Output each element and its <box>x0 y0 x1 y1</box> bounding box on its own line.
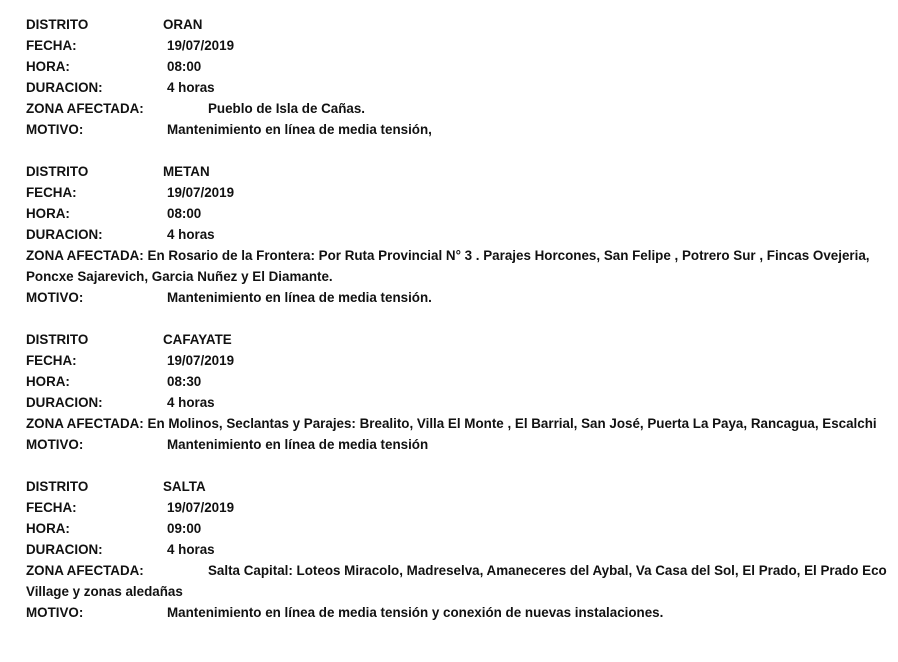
motivo-value: Mantenimiento en línea de media tensión, <box>167 122 432 137</box>
motivo-row <box>26 602 888 623</box>
motivo-row <box>26 119 888 140</box>
fecha-row <box>26 497 888 518</box>
fecha-value: 19/07/2019 <box>167 353 235 368</box>
fecha-label: FECHA: <box>26 500 77 515</box>
duracion-value: 4 horas <box>167 227 215 242</box>
fecha-label: FECHA: <box>26 38 77 53</box>
duracion-row <box>26 77 888 98</box>
fecha-row <box>26 182 888 203</box>
fecha-value: 19/07/2019 <box>167 38 235 53</box>
district-block-oran <box>26 14 888 140</box>
motivo-row <box>26 434 888 455</box>
zona-row <box>26 245 888 287</box>
zona-label: ZONA AFECTADA: <box>26 563 144 578</box>
distrito-row <box>26 161 888 182</box>
duracion-row <box>26 224 888 245</box>
zona-value: Salta Capital: Loteos Miracolo, Madreselva, Amaneceres del Aybal, Va Casa del Sol, El Prado, El Prado Eco Village y zonas aledañas <box>26 563 887 599</box>
hora-label: HORA: <box>26 206 70 221</box>
fecha-row <box>26 35 888 56</box>
duracion-row <box>26 539 888 560</box>
zona-row <box>26 98 888 119</box>
zona-label: ZONA AFECTADA: <box>26 101 144 116</box>
zona-label: ZONA AFECTADA: <box>26 248 144 263</box>
duracion-row <box>26 392 888 413</box>
zona-value: Pueblo de Isla de Cañas. <box>208 101 366 116</box>
motivo-value: Mantenimiento en línea de media tensión <box>167 437 429 452</box>
fecha-label: FECHA: <box>26 353 77 368</box>
zona-value: En Rosario de la Frontera: Por Ruta Provincial N° 3 . Parajes Horcones, San Felipe , Potrero Sur , Fincas Ovejeria, Poncxe Sajarevich, Garcia Nuñez y El Diamante. <box>26 248 870 284</box>
distrito-row <box>26 476 888 497</box>
distrito-value: CAFAYATE <box>163 332 232 347</box>
fecha-value: 19/07/2019 <box>167 500 235 515</box>
hora-value: 08:00 <box>167 206 202 221</box>
duracion-label: DURACION: <box>26 80 103 95</box>
duracion-label: DURACION: <box>26 227 103 242</box>
distrito-row <box>26 329 888 350</box>
fecha-row <box>26 350 888 371</box>
duracion-value: 4 horas <box>167 395 215 410</box>
outage-notice-document <box>26 14 888 644</box>
hora-value: 08:00 <box>167 59 202 74</box>
distrito-label: DISTRITO <box>26 164 89 179</box>
hora-row <box>26 56 888 77</box>
duracion-label: DURACION: <box>26 395 103 410</box>
motivo-label: MOTIVO: <box>26 437 84 452</box>
zona-value: En Molinos, Seclantas y Parajes: Brealito, Villa El Monte , El Barrial, San José, Puerta La Paya, Rancagua, Escalchi <box>147 416 877 431</box>
hora-row <box>26 371 888 392</box>
motivo-label: MOTIVO: <box>26 122 84 137</box>
hora-label: HORA: <box>26 521 70 536</box>
hora-label: HORA: <box>26 374 70 389</box>
distrito-label: DISTRITO <box>26 332 89 347</box>
district-block-salta <box>26 476 888 623</box>
fecha-value: 19/07/2019 <box>167 185 235 200</box>
district-block-metan <box>26 161 888 308</box>
distrito-row <box>26 14 888 35</box>
distrito-value: SALTA <box>163 479 206 494</box>
duracion-label: DURACION: <box>26 542 103 557</box>
zona-row <box>26 413 888 434</box>
motivo-label: MOTIVO: <box>26 290 84 305</box>
distrito-label: DISTRITO <box>26 479 89 494</box>
zona-row <box>26 560 888 602</box>
zona-label: ZONA AFECTADA: <box>26 416 144 431</box>
motivo-row <box>26 287 888 308</box>
distrito-label: DISTRITO <box>26 17 89 32</box>
motivo-value: Mantenimiento en línea de media tensión y conexión de nuevas instalaciones. <box>167 605 664 620</box>
fecha-label: FECHA: <box>26 185 77 200</box>
duracion-value: 4 horas <box>167 80 215 95</box>
district-block-cafayate <box>26 329 888 455</box>
motivo-label: MOTIVO: <box>26 605 84 620</box>
distrito-value: ORAN <box>163 17 203 32</box>
hora-label: HORA: <box>26 59 70 74</box>
hora-value: 08:30 <box>167 374 202 389</box>
distrito-value: METAN <box>163 164 210 179</box>
hora-row <box>26 203 888 224</box>
hora-row <box>26 518 888 539</box>
motivo-value: Mantenimiento en línea de media tensión. <box>167 290 432 305</box>
hora-value: 09:00 <box>167 521 202 536</box>
duracion-value: 4 horas <box>167 542 215 557</box>
